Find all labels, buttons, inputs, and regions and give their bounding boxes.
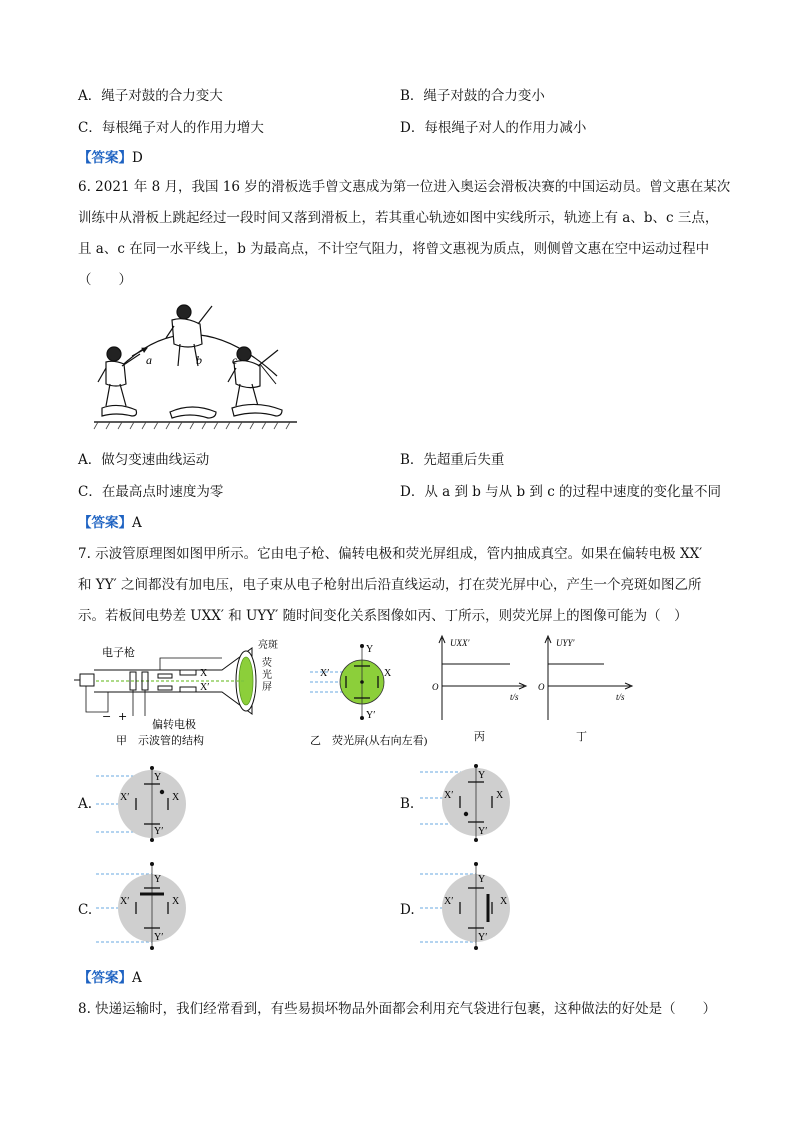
q7-option-a-screen (96, 764, 206, 844)
q7-option-d-label: D. (400, 902, 415, 918)
yi-caption: 乙 荧光屏(从右向左看) (310, 735, 428, 747)
ding-origin: O (538, 682, 545, 692)
svg-text:Y′: Y′ (154, 932, 164, 943)
svg-text:X′: X′ (120, 792, 130, 803)
spot-label: 亮斑 (258, 640, 278, 651)
q7-stem-line1: 7. 示波管原理图如图甲所示。它由电子枪、偏转电极和荧光屏组成，管内抽成真空。如果在偏转电极 XX′ (78, 546, 703, 562)
yi-x: X (384, 668, 392, 679)
svg-text:荧: 荧 (262, 658, 272, 669)
plus-sign: + (118, 710, 128, 723)
plate-xp: X′ (200, 682, 210, 693)
skateboard-figure (92, 298, 302, 430)
ding-caption: 丁 (576, 731, 587, 743)
q5-option-d: D．每根绳子对人的作用力减小 (400, 120, 587, 136)
answer-value: D (132, 150, 143, 166)
q5-option-a: A．绳子对鼓的合力变大 (78, 88, 223, 104)
q5-answer (78, 146, 143, 166)
label-c: c (232, 353, 238, 367)
ding-xlabel: t/s (616, 692, 625, 702)
uxx-graph (432, 634, 532, 744)
q6-option-c: C．在最高点时速度为零 (78, 484, 224, 500)
answer-label: 【答案】 (78, 515, 132, 531)
q7-answer (78, 966, 142, 986)
q7-option-b-screen (420, 764, 530, 844)
q6-stem-line2: 训练中从滑板上跳起经过一段时间又落到滑板上，若其重心轨迹如图中实线所示，轨迹上有 a、b、c 三点， (78, 210, 719, 226)
q6-option-a: A．做匀变速曲线运动 (78, 452, 210, 468)
q6-stem-line4: （ ） (78, 272, 132, 288)
minus-sign: − (102, 710, 112, 723)
gun-label: 电子枪 (102, 647, 135, 659)
svg-text:X′: X′ (444, 896, 454, 907)
bing-caption: 丙 (474, 731, 485, 743)
q5-option-c: C．每根绳子对人的作用力增大 (78, 120, 264, 136)
skater-left (98, 347, 140, 416)
bing-ylabel: UXX′ (450, 638, 470, 648)
q6-stem-line3: 且 a、c 在同一水平线上，b 为最高点，不计空气阻力，将曾文惠视为质点，则侧曾文惠在空中运动过程中 (78, 241, 710, 257)
svg-text:Y: Y (478, 770, 486, 781)
svg-text:光: 光 (262, 670, 272, 681)
svg-text:X′: X′ (120, 896, 130, 907)
q7-stem-line2: 和 YY′ 之间都没有加电压，电子束从电子枪射出后沿直线运动，打在荧光屏中心，产生一个亮斑如图乙所 (78, 577, 702, 593)
svg-text:X′: X′ (444, 790, 454, 801)
answer-label: 【答案】 (78, 150, 132, 166)
ding-ylabel: UYY′ (556, 638, 575, 648)
q7-option-b-label: B. (400, 796, 415, 812)
yi-y: Y (366, 644, 374, 655)
svg-text:X: X (172, 792, 180, 803)
q5-option-b: B．绳子对鼓的合力变小 (400, 88, 545, 104)
answer-label: 【答案】 (78, 970, 132, 986)
q7-option-c-label: C. (78, 902, 93, 918)
q7-option-d-screen (420, 862, 530, 952)
svg-text:Y′: Y′ (478, 932, 488, 943)
oscilloscope-tube-figure (72, 634, 298, 748)
label-a: a (146, 353, 152, 367)
yi-xp: X′ (320, 668, 330, 679)
svg-text:Y′: Y′ (478, 826, 488, 837)
svg-text:Y: Y (154, 874, 162, 885)
label-b: b (196, 353, 202, 367)
q7-option-a-label: A. (78, 796, 93, 812)
svg-text:Y′: Y′ (154, 826, 164, 837)
yi-yp: Y′ (366, 710, 376, 721)
svg-text:Y: Y (478, 874, 486, 885)
answer-value: A (132, 970, 142, 986)
q7-option-c-screen (96, 862, 206, 952)
plate-x: X (200, 668, 208, 679)
q6-option-d: D．从 a 到 b 与从 b 到 c 的过程中速度的变化量不同 (400, 484, 722, 500)
q7-stem-line3: 示。若板间电势差 UXX′ 和 UYY′ 随时间变化关系图像如丙、丁所示，则荧光屏上的图像可能为（ ） (78, 608, 688, 624)
q6-option-b: B．先超重后失重 (400, 452, 505, 468)
q8-stem-line1: 8. 快递运输时，我们经常看到，有些易损坏物品外面都会利用充气袋进行包裹，这种做法的好处是（ ） (78, 1001, 717, 1017)
electrode-label: 偏转电极 (152, 719, 196, 731)
q6-answer (78, 511, 142, 531)
bing-xlabel: t/s (510, 692, 519, 702)
bing-origin: O (432, 682, 439, 692)
skater-middle (166, 305, 216, 418)
screen-front-figure (310, 638, 436, 748)
svg-text:X: X (500, 896, 508, 907)
q6-stem-line1: 6. 2021 年 8 月，我国 16 岁的滑板选手曾文惠成为第一位进入奥运会滑板决赛的中国运动员。曾文惠在某次 (78, 179, 731, 195)
svg-text:X: X (172, 896, 180, 907)
answer-value: A (132, 515, 142, 531)
svg-text:X: X (496, 790, 504, 801)
svg-text:Y: Y (154, 772, 162, 783)
uyy-graph (538, 634, 638, 744)
svg-text:屏: 屏 (262, 682, 272, 693)
jia-caption: 甲 示波管的结构 (116, 735, 204, 747)
